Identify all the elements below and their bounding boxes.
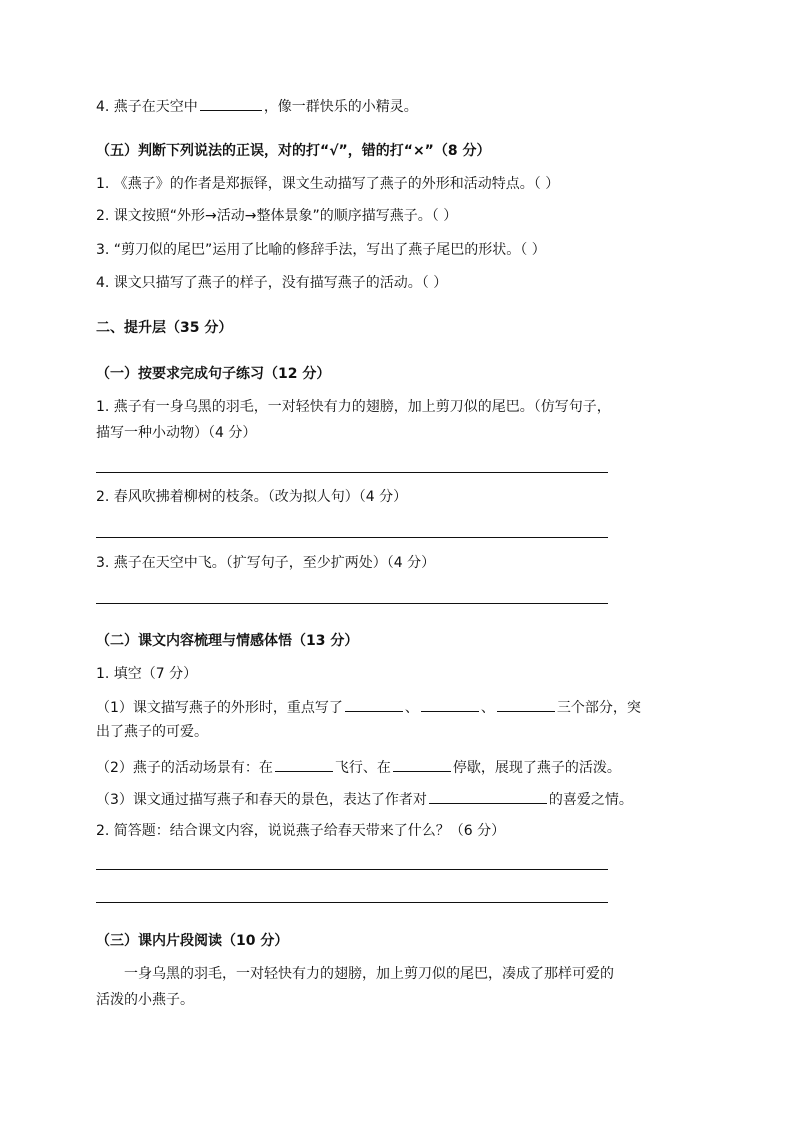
sentence-q1-line1: 1. 燕子有一身乌黑的羽毛，一对轻快有力的翅膀，加上剪刀似的尾巴。（仿写句子， xyxy=(96,399,611,415)
fill-item-3: （3）课文通过描写燕子和春天的景色，表达了作者对 的喜爱之情。 xyxy=(96,789,633,810)
part-2-title: 二、提升层（35 分） xyxy=(96,320,233,336)
answer-line[interactable] xyxy=(96,603,608,604)
passage-line-2: 活泼的小燕子。 xyxy=(96,992,194,1008)
answer-line[interactable] xyxy=(96,869,608,870)
answer-blank[interactable] xyxy=(393,757,451,772)
answer-blank[interactable] xyxy=(275,757,333,772)
judge-item-4: 4. 课文只描写了燕子的样子，没有描写燕子的活动。（ ） xyxy=(96,275,448,291)
question-text: ，像一群快乐的小精灵。 xyxy=(263,99,418,115)
sentence-q1-line2: 描写一种小动物）（4 分） xyxy=(96,425,257,441)
question-text: 4. 燕子在天空中 xyxy=(96,99,198,115)
passage-line-1: 一身乌黑的羽毛，一对轻快有力的翅膀，加上剪刀似的尾巴，凑成了那样可爱的 xyxy=(124,966,614,982)
answer-blank[interactable] xyxy=(200,96,262,111)
section-5-title: （五）判断下列说法的正误，对的打“√”，错的打“×”（8 分） xyxy=(96,143,491,159)
subsection-2-title: （二）课文内容梳理与情感体悟（13 分） xyxy=(96,633,359,649)
fill-item-1-line2: 出了燕子的可爱。 xyxy=(96,724,208,740)
answer-line[interactable] xyxy=(96,902,608,903)
answer-blank[interactable] xyxy=(345,697,403,712)
sentence-q2: 2. 春风吹拂着柳树的枝条。（改为拟人句）（4 分） xyxy=(96,489,408,505)
answer-line[interactable] xyxy=(96,472,608,473)
answer-blank[interactable] xyxy=(421,697,479,712)
answer-line[interactable] xyxy=(96,537,608,538)
fill-q1: 1. 填空（7 分） xyxy=(96,666,198,682)
fill-item-2: （2）燕子的活动场景有：在 飞行、在 停歇，展现了燕子的活泼。 xyxy=(96,757,621,778)
answer-blank[interactable] xyxy=(429,789,547,804)
subsection-1-title: （一）按要求完成句子练习（12 分） xyxy=(96,366,331,382)
question-4-fill xyxy=(96,96,418,117)
answer-blank[interactable] xyxy=(497,697,555,712)
short-answer-q2: 2. 简答题：结合课文内容，说说燕子给春天带来了什么？（6 分） xyxy=(96,823,506,839)
judge-item-1: 1. 《燕子》的作者是郑振铎，课文生动描写了燕子的外形和活动特点。（ ） xyxy=(96,176,560,192)
sentence-q3: 3. 燕子在天空中飞。（扩写句子，至少扩两处）（4 分） xyxy=(96,555,436,571)
subsection-3-title: （三）课内片段阅读（10 分） xyxy=(96,933,289,949)
fill-item-1: （1）课文描写燕子的外形时，重点写了 、 、 三个部分，突 xyxy=(96,697,641,718)
judge-item-3: 3. “剪刀似的尾巴”运用了比喻的修辞手法，写出了燕子尾巴的形状。（ ） xyxy=(96,242,546,258)
judge-item-2: 2. 课文按照“外形→活动→整体景象”的顺序描写燕子。（ ） xyxy=(96,208,458,224)
